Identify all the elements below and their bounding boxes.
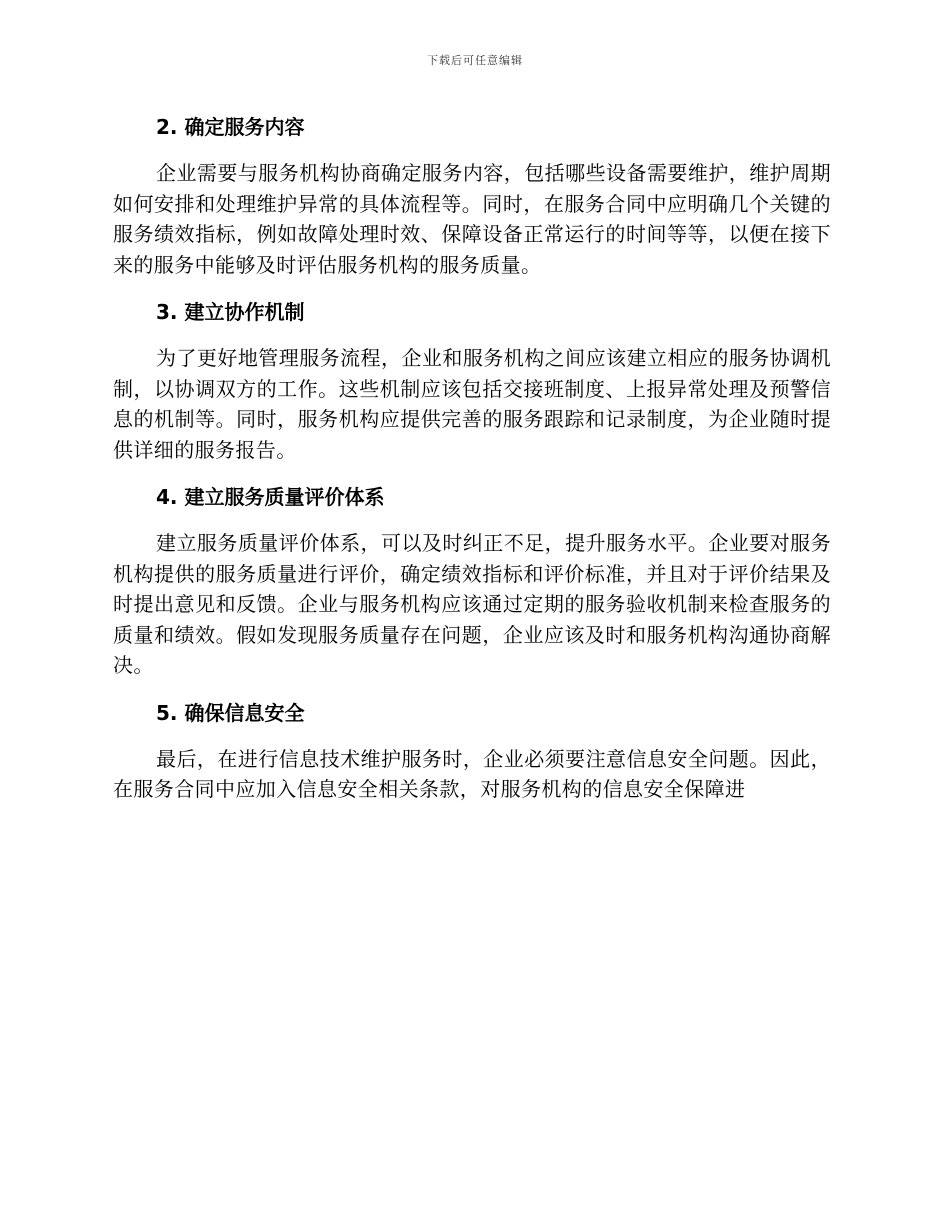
section-heading-4: 4. 建立服务质量评价体系 bbox=[156, 485, 385, 509]
page-header: 下载后可任意编辑 bbox=[427, 54, 523, 67]
section-paragraph-5: 最后，在进行信息技术维护服务时，企业必须要注意信息安全问题。因此，在服务合同中应加入信息安全相关条款，对服务机构的信息安全保障进 bbox=[113, 746, 831, 801]
section-paragraph-3: 为了更好地管理服务流程，企业和服务机构之间应该建立相应的服务协调机制，以协调双方的工作。这些机制应该包括交接班制度、上报异常处理及预警信息的机制等。同时，服务机构应提供完善的服务跟踪和记录制度，为企业随时提供详细的服务报告。 bbox=[113, 346, 831, 462]
section-heading-5: 5. 确保信息安全 bbox=[156, 700, 305, 725]
section-heading-3: 3. 建立协作机制 bbox=[156, 300, 305, 324]
document-body bbox=[113, 111, 831, 805]
section-paragraph-2: 企业需要与服务机构协商确定服务内容，包括哪些设备需要维护，维护周期如何安排和处理维护异常的具体流程等。同时，在服务合同中应明确几个关键的服务绩效指标，例如故障处理时效、保障设备正常运行的时间等等，以便在接下来的服务中能够及时评估服务机构的服务质量。 bbox=[113, 161, 831, 277]
section-paragraph-4: 建立服务质量评价体系，可以及时纠正不足，提升服务水平。企业要对服务机构提供的服务质量进行评价，确定绩效指标和评价标准，并且对于评价结果及时提出意见和反馈。企业与服务机构应该通过定期的服务验收机制来检查服务的质量和绩效。假如发现服务质量存在问题，企业应该及时和服务机构沟通协商解决。 bbox=[113, 531, 831, 677]
section-heading-2: 2. 确定服务内容 bbox=[156, 115, 305, 139]
